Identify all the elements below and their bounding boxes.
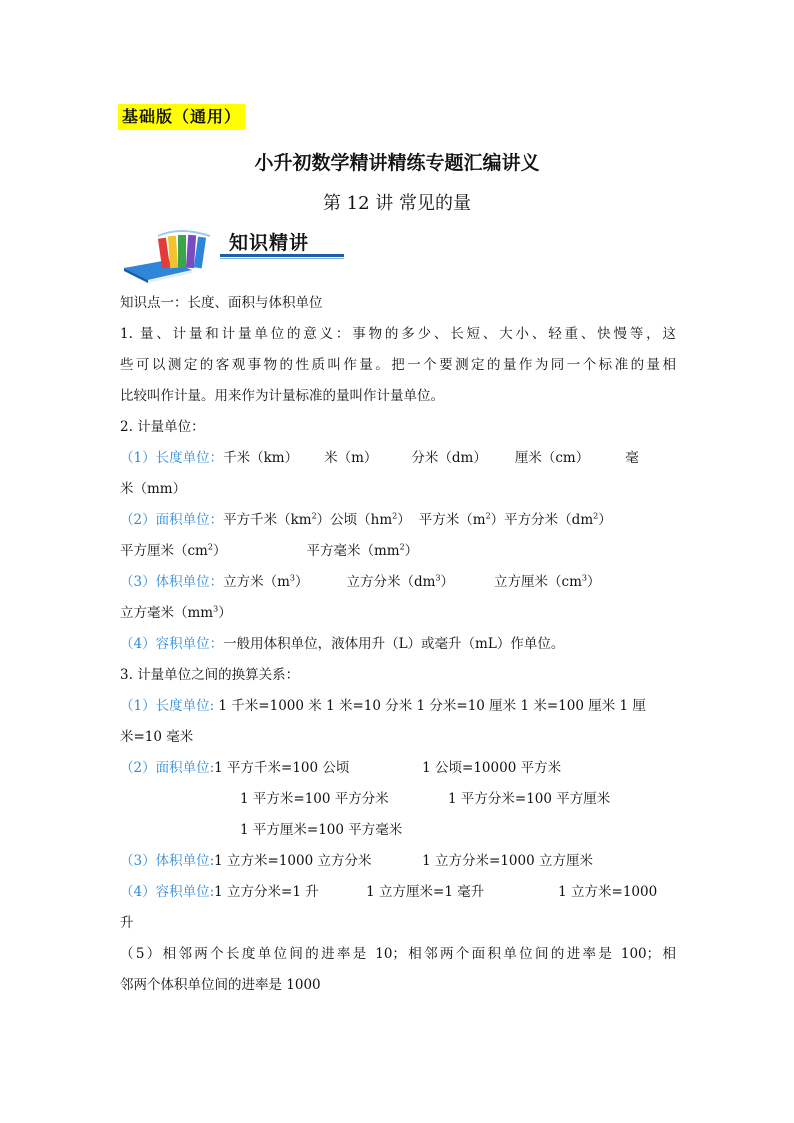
paren: ） <box>587 574 601 590</box>
unit-cm2: 平方厘米（cm <box>120 543 208 559</box>
volume-conversion-tag: （3）体积单位: <box>120 853 215 869</box>
area-conversion-2: 1 公顷=10000 平方米 <box>422 760 562 776</box>
exponent: 2 <box>311 511 317 521</box>
exponent: 2 <box>207 542 213 552</box>
capacity-conversion-1: 1 立方分米=1 升 <box>214 884 319 900</box>
exponent: 3 <box>213 604 219 614</box>
capacity-conversion-line-2: 升 <box>120 915 134 931</box>
exponent: 2 <box>392 511 398 521</box>
area-units-line-2 <box>120 536 676 567</box>
capacity-units-text: 一般用体积单位，液体用升（L）或毫升（mL）作单位。 <box>223 636 565 652</box>
length-conversion-text: 1 千米=1000 米 1 米=10 分米 1 分米=10 厘米 1 米=100 厘米 1 厘 <box>214 698 646 714</box>
paren: ） <box>404 543 419 559</box>
document-title: 小升初数学精讲精练专题汇编讲义 <box>254 152 540 174</box>
lecture-content <box>120 288 676 1001</box>
exponent: 3 <box>435 573 441 583</box>
length-units-tag: （1）长度单位： <box>120 450 224 466</box>
paren: ） <box>397 512 411 528</box>
units-heading: 2. 计量单位： <box>120 419 205 435</box>
length-conversion-line <box>120 691 676 722</box>
unit-m2: 平方米（m <box>418 512 486 528</box>
volume-units-line-2 <box>120 598 676 629</box>
area-conversion-line <box>120 753 676 784</box>
unit-mm-end: 米（mm） <box>120 481 187 497</box>
exponent: 3 <box>581 573 588 583</box>
unit-m3: 立方米（m <box>223 574 290 590</box>
area-units-line <box>120 505 676 536</box>
area-conversion-3: 1 平方米=100 平方分米 <box>240 791 389 807</box>
volume-conversion-line <box>120 846 676 877</box>
unit-mm3: 立方毫米（mm <box>120 605 214 621</box>
section-banner-label: 知识精讲 <box>229 232 310 254</box>
paragraph-1-line-3: 比较叫作计量。用来作为计量标准的量叫作计量单位。 <box>120 388 444 404</box>
exponent: 3 <box>289 573 295 583</box>
volume-conversion-2: 1 立方分米=1000 立方厘米 <box>422 853 593 869</box>
unit-dm: 分米（dm） <box>411 450 487 466</box>
capacity-units-line <box>120 629 676 660</box>
paren: ） <box>598 512 612 528</box>
ratio-paragraph-line-2: 邻两个体积单位间的进率是 1000 <box>120 977 321 993</box>
paren: ） <box>295 574 309 590</box>
area-conversion-line-3: 1 平方厘米=100 平方毫米 <box>240 822 403 838</box>
capacity-units-tag: （4）容积单位： <box>120 636 224 652</box>
length-conversion-line-2: 米=10 毫米 <box>120 729 194 745</box>
volume-conversion-1: 1 立方米=1000 立方分米 <box>214 853 372 869</box>
paren: ） <box>440 574 455 590</box>
unit-km2: 平方千米（km <box>223 512 312 528</box>
area-conversion-tag: （2）面积单位: <box>120 760 215 776</box>
unit-mm-start: 毫 <box>625 450 639 466</box>
area-conversion-4: 1 平方分米=100 平方厘米 <box>448 791 611 807</box>
volume-units-tag: （3）体积单位： <box>120 574 224 590</box>
exponent: 2 <box>485 511 491 521</box>
capacity-conversion-tag: （4）容积单位: <box>120 884 215 900</box>
area-conversion-line-2 <box>120 784 676 815</box>
paren: ） <box>218 605 232 621</box>
paragraph-1-line-1: 1. 量、计量和计量单位的意义：事物的多少、长短、大小、轻重、快慢等，这 <box>120 326 676 342</box>
unit-dm2: ）平方分米（dm <box>490 512 594 528</box>
area-conversion-1: 1 平方千米=100 公顷 <box>214 760 350 776</box>
unit-m: 米（m） <box>324 450 378 466</box>
length-conversion-tag: （1）长度单位: <box>120 698 215 714</box>
edition-badge: 基础版（通用） <box>118 104 245 130</box>
exponent: 2 <box>593 511 599 521</box>
capacity-conversion-2: 1 立方厘米=1 毫升 <box>366 884 485 900</box>
exponent: 2 <box>399 542 405 552</box>
capacity-conversion-line <box>120 877 676 908</box>
knowledge-point-heading: 知识点一：长度、面积与体积单位 <box>120 295 323 311</box>
lecture-subtitle: 第 12 讲 常见的量 <box>322 193 472 214</box>
paragraph-1-line-2: 些可以测定的客观事物的性质叫作量。把一个要测定的量作为同一个标准的量相 <box>120 357 676 373</box>
volume-units-line <box>120 567 676 598</box>
unit-dm3: 立方分米（dm <box>346 574 436 590</box>
conversion-heading: 3. 计量单位之间的换算关系： <box>120 667 300 683</box>
paren: ） <box>212 543 227 559</box>
unit-mm2: 平方毫米（mm <box>306 543 400 559</box>
unit-km: 千米（km） <box>223 450 299 466</box>
capacity-conversion-3: 1 立方米=1000 <box>558 884 658 900</box>
area-units-tag: （2）面积单位： <box>120 512 224 528</box>
length-units-line <box>120 443 676 474</box>
unit-cm: 厘米（cm） <box>514 450 590 466</box>
unit-hm2: ）公顷（hm <box>316 512 393 528</box>
unit-cm3: 立方厘米（cm <box>494 574 582 590</box>
ratio-paragraph-line-1: （5）相邻两个长度单位间的进率是 10；相邻两个面积单位间的进率是 100；相 <box>120 946 676 962</box>
